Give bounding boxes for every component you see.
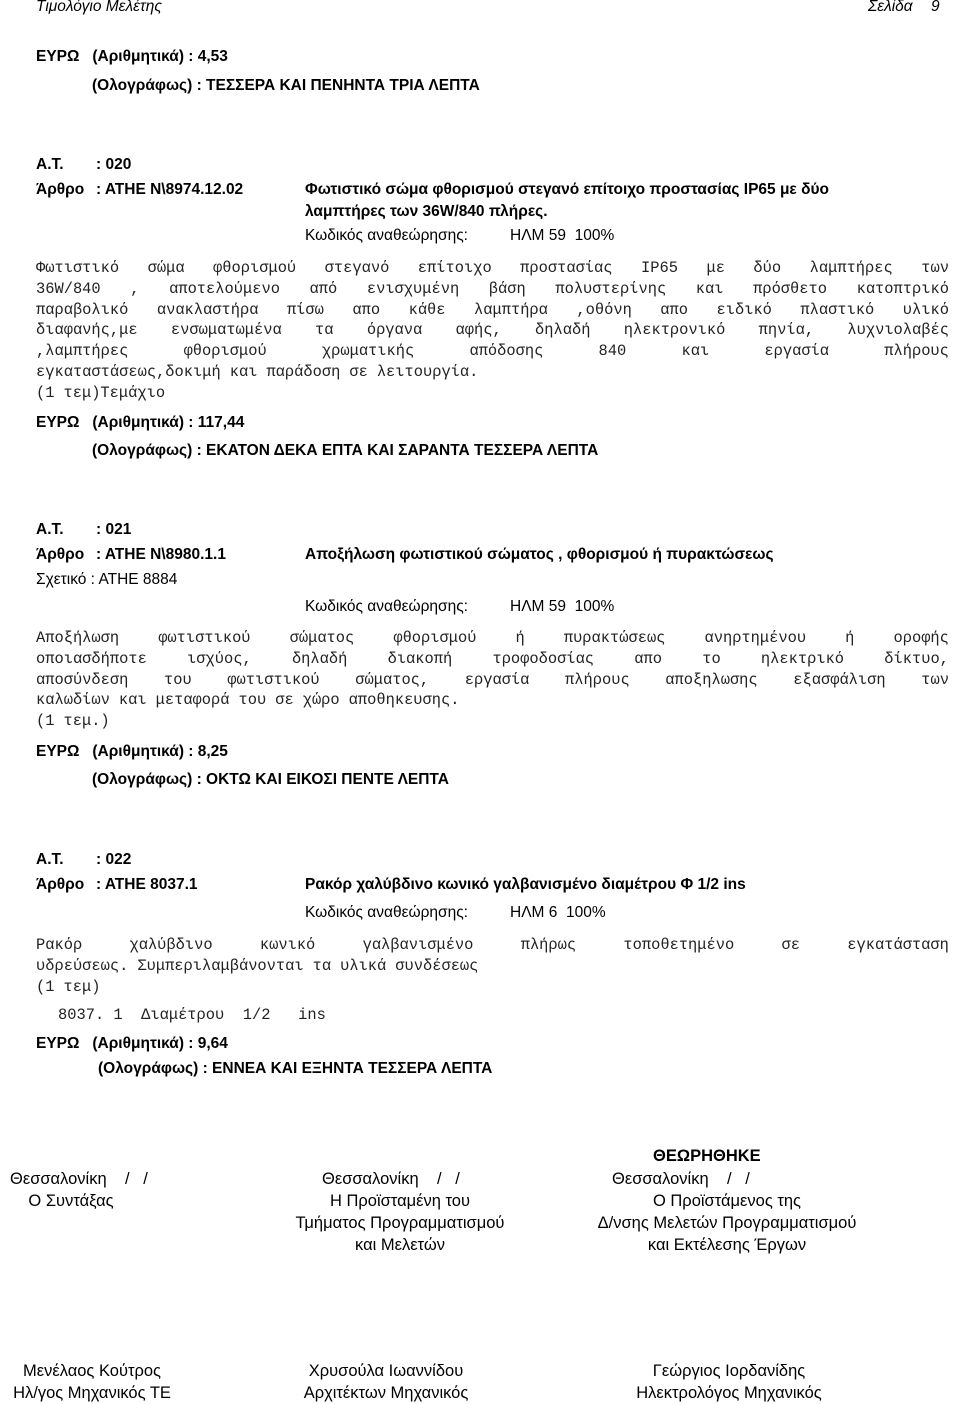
- description-word: δίκτυο,: [884, 649, 949, 668]
- description-word: επίτοιχο: [417, 259, 492, 277]
- description-word: σώμα: [147, 259, 185, 277]
- description-word: κωνικό: [259, 936, 316, 954]
- description-word: φωτιστικού: [158, 629, 251, 647]
- description-word: αποτελούμενο: [169, 279, 280, 298]
- at-value: : 022: [96, 851, 132, 868]
- description-word: εργασία: [464, 670, 530, 689]
- description-word: πλήρους: [565, 670, 630, 689]
- description-word: λειτουργία.: [376, 363, 479, 381]
- description-word: χώρο: [302, 691, 340, 710]
- amount-numeric: ΕΥΡΩ (Αριθμητικά) : 8,25: [36, 743, 228, 760]
- description-word: απο: [352, 300, 381, 319]
- description-word: χαλύβδινο: [129, 936, 213, 954]
- description-word: δηλαδή: [291, 649, 348, 668]
- at-value: : 021: [96, 521, 132, 538]
- description-word: διακοπή: [387, 649, 453, 668]
- amount-numeric: ΕΥΡΩ (Αριθμητικά) : 4,53: [36, 48, 228, 65]
- article-title-cont: λαμπτήρες των 36W/840 πλήρες.: [305, 203, 548, 220]
- description-word: τα: [312, 956, 332, 975]
- at-value: : 020: [96, 156, 132, 173]
- description-word: υλικό: [902, 300, 949, 319]
- article-title: Αποξήλωση φωτιστικού σώματος , φθορισμού ή πυρακτώσεως: [305, 546, 774, 563]
- description-word: πίσω: [286, 300, 324, 319]
- description-word: σώματος: [289, 629, 355, 647]
- description-line: [36, 301, 949, 319]
- amount-numeric: ΕΥΡΩ (Αριθμητικά) : 117,44: [36, 414, 245, 431]
- review-code-label: Κωδικός αναθεώρησης:: [305, 598, 468, 615]
- description-line: [36, 280, 949, 298]
- signatory-name: Γεώργιος Ιορδανίδης: [652, 1362, 806, 1380]
- description-word: τεμ): [63, 977, 101, 996]
- amount-numeric: ΕΥΡΩ (Αριθμητικά) : 9,64: [36, 1035, 228, 1052]
- related-code: Σχετικό : ΑΤΗΕ 8884: [36, 571, 178, 588]
- description-line: [36, 671, 949, 689]
- description-word: λυχνιολαβές: [847, 321, 949, 340]
- signature-column-author: [0, 1168, 148, 1212]
- description-word: το: [702, 649, 721, 668]
- description-word: αποθηκευσης.: [348, 691, 460, 710]
- description-word: λαμπτήρες: [809, 259, 893, 277]
- description-word: πλήρως: [520, 936, 577, 954]
- at-label: Α.Τ.: [36, 521, 64, 538]
- description-word: αποξηλωσης: [665, 670, 758, 689]
- description-word: του: [163, 670, 192, 689]
- description-line: [36, 363, 949, 381]
- description-word: ,: [130, 279, 140, 298]
- description-word: ισχύος,: [187, 649, 252, 668]
- description-word: ,λαμπτήρες: [36, 342, 129, 361]
- extra-line: 8037. 1 Διαμέτρου 1/2 ins: [58, 1006, 326, 1024]
- signatory-title: Ηλ/γος Μηχανικός ΤΕ: [13, 1384, 171, 1402]
- description-word: πρόσθετο: [753, 279, 827, 298]
- description-word: δηλαδή: [535, 321, 591, 340]
- description-word: φθορισμού: [213, 259, 297, 277]
- description-word: με: [706, 259, 725, 277]
- role-line: και Εκτέλεσης Έργων: [647, 1236, 807, 1254]
- signatory-title: Αρχιτέκτων Μηχανικός: [303, 1384, 469, 1402]
- description-line: [36, 384, 949, 402]
- description-word: ειδικό: [716, 300, 772, 319]
- description-word: διαφανής,με: [36, 321, 138, 340]
- review-code-value: ΗΛΜ 59 100%: [510, 227, 615, 244]
- signatory-name: Χρυσούλα Ιωαννίδου: [308, 1362, 464, 1380]
- description-word: βάση: [488, 279, 526, 298]
- description-word: ,οθόνη: [576, 300, 632, 319]
- signatory-name: Μενέλαος Κούτρος: [23, 1362, 161, 1380]
- description-word: Συμπεριλαμβάνονται: [137, 956, 304, 975]
- page-number: 9: [930, 0, 940, 15]
- description-word: πλήρους: [884, 342, 949, 361]
- description-line: [36, 629, 949, 647]
- description-line: [36, 691, 949, 709]
- description-word: (1: [36, 383, 55, 402]
- description-word: 840: [598, 342, 627, 361]
- role-line: Τμήματος Προγραμματισμού: [295, 1214, 505, 1232]
- at-label: Α.Τ.: [36, 851, 64, 868]
- description-word: τεμ.): [63, 712, 110, 731]
- description-word: ανακλαστήρα: [156, 300, 259, 319]
- review-code-value: ΗΛΜ 59 100%: [510, 598, 615, 615]
- description-word: και: [229, 363, 258, 381]
- article-label: Άρθρο: [36, 546, 85, 563]
- page-label: Σελίδα: [868, 0, 913, 15]
- description-word: υδρεύσεως.: [36, 956, 129, 975]
- description-word: ενσωματωμένα: [170, 321, 282, 340]
- description-word: τα: [315, 321, 334, 340]
- description-word: εξασφάλιση: [793, 670, 886, 689]
- description-word: και: [118, 691, 147, 710]
- description-word: κατοπτρικό: [856, 279, 949, 298]
- description-word: σε: [275, 691, 294, 710]
- description-word: των: [921, 259, 949, 277]
- amount-words: (Ολογράφως) : ΕΝΝΕΑ ΚΑΙ ΕΞΗΝΤΑ ΤΕΣΣΕΡΑ ΛΕΠΤΑ: [98, 1060, 493, 1077]
- description-line: [36, 978, 949, 996]
- description-word: ή: [515, 629, 525, 647]
- description-word: αποσύνδεση: [36, 670, 129, 689]
- role-line: Ο Προϊστάμενος της: [652, 1192, 802, 1210]
- description-word: προστασίας: [520, 259, 613, 277]
- description-word: των: [921, 670, 949, 689]
- description-line: [36, 936, 949, 954]
- description-word: λαμπτήρα: [474, 300, 548, 319]
- description-word: εγκαταστάσεως,δοκιμή: [36, 363, 221, 381]
- description-word: πυρακτώσεως: [563, 629, 666, 647]
- description-line: [36, 321, 949, 339]
- description-line: [36, 650, 949, 668]
- description-word: (1: [36, 977, 55, 996]
- description-word: και: [695, 279, 724, 298]
- description-word: δύο: [753, 259, 782, 277]
- description-word: οροφής: [893, 629, 949, 647]
- description-word: (1: [36, 712, 55, 731]
- description-word: οποιασδήποτε: [36, 649, 147, 668]
- description-word: IP65: [641, 259, 678, 277]
- description-word: συνδέσεως: [395, 956, 479, 975]
- description-word: τεμ)Τεμάχιο: [63, 383, 166, 402]
- description-word: φθορισμού: [393, 629, 477, 647]
- description-word: Αποξήλωση: [36, 629, 120, 647]
- description-line: [36, 957, 949, 975]
- description-word: πλαστικό: [800, 300, 875, 319]
- description-word: φωτιστικού: [227, 670, 320, 689]
- article-title: Φωτιστικό σώμα φθορισμού στεγανό επίτοιχο προστασίας IP65 με δύο: [305, 181, 829, 198]
- description-word: φθορισμού: [183, 342, 267, 361]
- description-word: αφής,: [455, 321, 502, 340]
- description-word: στεγανό: [324, 259, 390, 277]
- description-word: του: [238, 691, 267, 710]
- description-word: γαλβανισμένο: [362, 936, 474, 954]
- description-word: τροφοδοσίας: [492, 649, 595, 668]
- page-header-page: [868, 0, 940, 16]
- description-word: σώματος,: [355, 670, 430, 689]
- description-word: κάθε: [408, 300, 446, 319]
- description-word: απόδοσης: [469, 342, 544, 361]
- signature-column-head-section: [278, 1168, 522, 1256]
- description-word: ηλεκτρονικό: [623, 321, 726, 340]
- description-line: [36, 259, 949, 277]
- city-date: Θεσσαλονίκη / /: [322, 1170, 460, 1188]
- description-word: Ρακόρ: [36, 936, 83, 954]
- amount-words: (Ολογράφως) : ΤΕΣΣΕΡΑ ΚΑΙ ΠΕΝΗΝΤΑ ΤΡΙΑ ΛΕΠΤΑ: [92, 77, 480, 94]
- city-date: Θεσσαλονίκη / /: [612, 1170, 750, 1188]
- amount-words: (Ολογράφως) : ΟΚΤΩ ΚΑΙ ΕΙΚΟΣΙ ΠΕΝΤΕ ΛΕΠΤΑ: [92, 771, 449, 788]
- role-line: Δ/νσης Μελετών Προγραμματισμού: [597, 1214, 857, 1232]
- description-word: όργανα: [366, 321, 423, 340]
- city-date: Θεσσαλονίκη / /: [10, 1170, 148, 1188]
- role-line: Η Προϊσταμένη του: [329, 1192, 470, 1210]
- description-word: Φωτιστικό: [36, 259, 120, 277]
- at-label: Α.Τ.: [36, 156, 64, 173]
- description-word: σε: [349, 363, 368, 381]
- description-word: χρωματικής: [321, 342, 415, 361]
- page-header-title: Τιμολόγιο Μελέτης: [36, 0, 162, 15]
- description-word: από: [309, 279, 338, 298]
- description-word: μεταφορά: [155, 691, 230, 710]
- approved-heading: ΘΕΩΡΗΘΗΚΕ: [653, 1147, 761, 1165]
- signatory-title: Ηλεκτρολόγος Μηχανικός: [636, 1384, 822, 1402]
- description-word: σε: [781, 936, 801, 954]
- amount-words: (Ολογράφως) : ΕΚΑΤΟΝ ΔΕΚΑ ΕΠΤΑ ΚΑΙ ΣΑΡΑΝΤΑ ΤΕΣΣΕΡΑ ΛΕΠΤΑ: [92, 442, 599, 459]
- description-word: ενισχυμένη: [366, 279, 460, 298]
- description-word: απο: [634, 649, 662, 668]
- description-word: ή: [845, 629, 855, 647]
- role-line: Ο Συντάξας: [28, 1192, 114, 1210]
- description-line: [36, 712, 949, 730]
- signatory-author: [0, 1360, 184, 1404]
- article-value: : ΑΤΗΕ Ν\8974.12.02: [96, 181, 244, 198]
- description-word: ηλεκτρικό: [760, 649, 845, 668]
- description-word: 36W/840: [36, 279, 101, 298]
- description-word: υλικά: [340, 956, 387, 975]
- description-word: ανηρτημένου: [704, 629, 807, 647]
- article-label: Άρθρο: [36, 876, 85, 893]
- description-word: και: [681, 342, 710, 361]
- description-word: πολυστερίνης: [555, 279, 667, 298]
- signatory-head-section: [280, 1360, 492, 1404]
- description-word: τοποθετημένο: [623, 936, 735, 954]
- description-word: παράδοση: [266, 363, 341, 381]
- signatory-head-directorate: [614, 1360, 844, 1404]
- article-title: Ρακόρ χαλύβδινο κωνικό γαλβανισμένο διαμέτρου Φ 1/2 ins: [305, 876, 746, 893]
- description-line: [36, 342, 949, 360]
- role-line: και Μελετών: [355, 1236, 445, 1254]
- review-code-label: Κωδικός αναθεώρησης:: [305, 904, 468, 921]
- article-value: : ΑΤΗΕ 8037.1: [96, 876, 198, 893]
- article-value: : ΑΤΗΕ Ν\8980.1.1: [96, 546, 226, 563]
- description-word: εγκατάσταση: [847, 936, 949, 954]
- description-word: εργασία: [764, 342, 830, 361]
- description-word: απο: [660, 300, 689, 319]
- review-code-label: Κωδικός αναθεώρησης:: [305, 227, 468, 244]
- description-word: πηνία,: [758, 321, 815, 340]
- signature-column-head-directorate: [576, 1168, 878, 1256]
- description-word: παραβολικό: [36, 300, 129, 319]
- review-code-value: ΗΛΜ 6 100%: [510, 904, 606, 921]
- description-word: καλωδίων: [36, 691, 110, 710]
- article-label: Άρθρο: [36, 181, 85, 198]
